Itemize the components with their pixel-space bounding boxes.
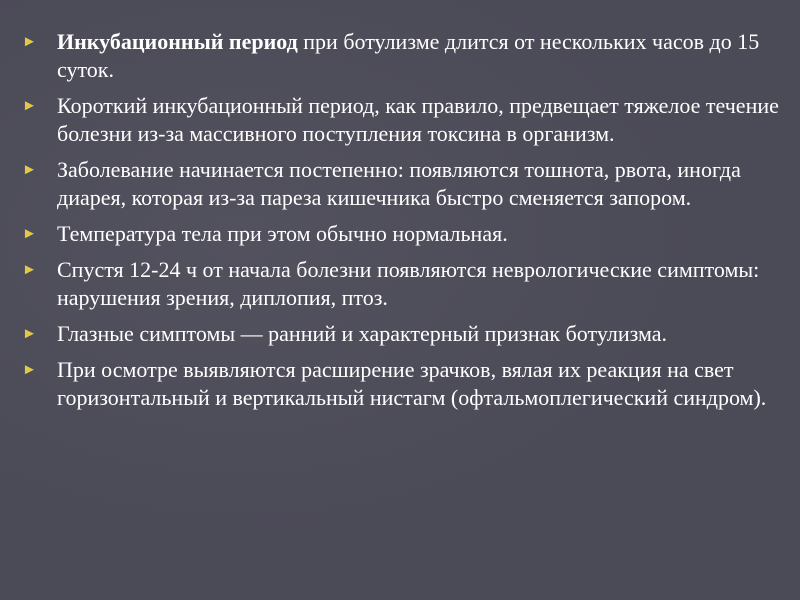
bullet-item-incubation [22, 28, 782, 84]
bullet-item-eye-symptoms [22, 320, 782, 348]
bullet-item-examination [22, 356, 782, 412]
bullet-text: Спустя 12-24 ч от начала болезни появляются неврологические симптомы: нарушения зрения, диплопия, птоз. [57, 257, 760, 310]
triangle-right-icon: ► [22, 262, 37, 278]
bullet-text: При осмотре выявляются расширение зрачков, вялая их реакция на свет горизонтальный и вертикальный нистагм (офтальмоплегический синдром). [57, 357, 767, 410]
bullet-bold-term: Инкубационный период [57, 29, 298, 54]
triangle-right-icon: ► [22, 34, 37, 50]
bullet-item-onset [22, 156, 782, 212]
triangle-right-icon: ► [22, 162, 37, 178]
bullet-text: Глазные симптомы — ранний и характерный признак ботулизма. [57, 321, 668, 346]
bullet-list [22, 28, 782, 420]
triangle-right-icon: ► [22, 98, 37, 114]
bullet-text: Заболевание начинается постепенно: появляются тошнота, рвота, иногда диарея, которая из-за пареза кишечника быстро сменяется запором. [57, 157, 741, 210]
bullet-text: Температура тела при этом обычно нормальная. [57, 221, 508, 246]
bullet-item-neurological [22, 256, 782, 312]
triangle-right-icon: ► [22, 226, 37, 242]
bullet-item-short-incubation [22, 92, 782, 148]
bullet-text: Короткий инкубационный период, как правило, предвещает тяжелое течение болезни из-за массивного поступления токсина в организм. [57, 93, 779, 146]
bullet-item-temperature [22, 220, 782, 248]
triangle-right-icon: ► [22, 326, 37, 342]
triangle-right-icon: ► [22, 362, 37, 378]
bullet-text: при ботулизме длится от нескольких часов до 15 суток. [57, 29, 760, 82]
